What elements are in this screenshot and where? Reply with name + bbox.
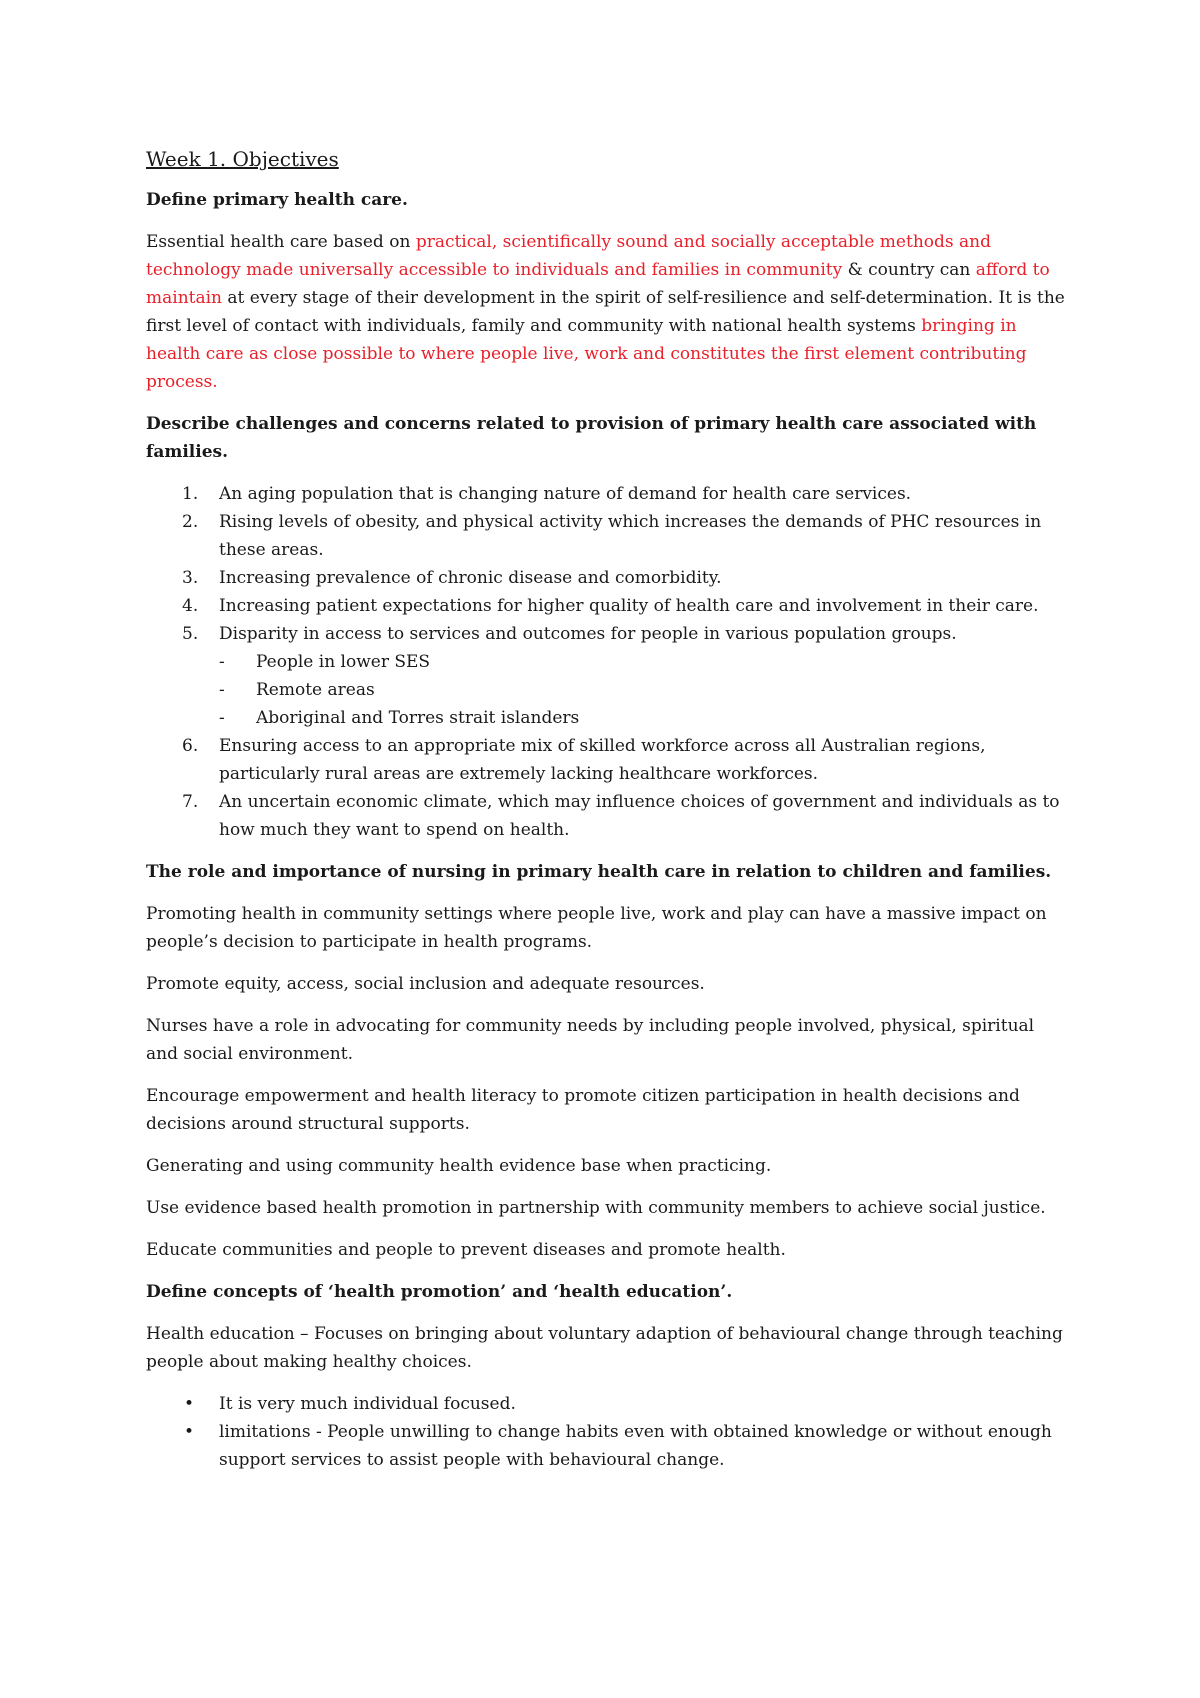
paragraph: Promoting health in community settings where people live, work and play can have a massive impact on people’s decision to participate in health programs. [146,904,1047,952]
list-number: 7. [182,792,199,812]
list-number: 1. [182,484,199,504]
paragraph: Use evidence based health promotion in partnership with community members to achieve social justice. [146,1198,1046,1218]
paragraph: Educate communities and people to prevent diseases and promote health. [146,1240,786,1260]
sublist-item-text: Remote areas [256,680,375,700]
list-number: 6. [182,736,199,756]
bullet-list [146,1390,1066,1474]
sublist-item [219,704,1066,732]
list-item-text: Rising levels of obesity, and physical activity which increases the demands of PHC resources in these areas. [219,512,1042,560]
list-item-text: Disparity in access to services and outcomes for people in various population groups. [219,624,957,644]
phc-highlight-3: bringing in health care as close possible to where people live, work and constitutes the first element contributing process. [146,316,1027,392]
sublist-item-text: Aboriginal and Torres strait islanders [256,708,580,728]
phc-text-1: Essential health care based on [146,232,416,252]
list-item-text: Increasing patient expectations for higher quality of health care and involvement in their care. [219,596,1039,616]
section-heading-health-promotion: Define concepts of ‘health promotion’ and ‘health education’. [146,1282,733,1302]
list-item [146,732,1066,788]
dash-marker: - [219,708,225,728]
sublist-item [219,648,1066,676]
sublist-item-text: People in lower SES [256,652,431,672]
sublist-item [219,676,1066,704]
list-item [146,592,1066,620]
section-heading-define-phc: Define primary health care. [146,190,408,210]
phc-highlight-1: practical, scientifically sound and socially acceptable methods and technology made universally accessible to individuals and families in community [146,232,991,280]
list-item [146,620,1066,732]
section-heading-nursing-role: The role and importance of nursing in primary health care in relation to children and families. [146,862,1052,882]
dash-marker: - [219,652,225,672]
list-item [146,788,1066,844]
paragraph: Encourage empowerment and health literacy to promote citizen participation in health decisions and decisions around structural supports. [146,1086,1020,1134]
list-item [146,480,1066,508]
list-number: 3. [182,568,199,588]
bullet-item [146,1390,1066,1418]
list-item-text: Ensuring access to an appropriate mix of skilled workforce across all Australian regions, particularly rural areas are extremely lacking healthcare workforces. [219,736,986,784]
bullet-item-text: It is very much individual focused. [219,1394,516,1414]
bullet-item-text: limitations - People unwilling to change habits even with obtained knowledge or without enough support services to assist people with behavioural change. [219,1422,1052,1470]
paragraph: Nurses have a role in advocating for community needs by including people involved, physical, spiritual and social environment. [146,1016,1035,1064]
bullet-item [146,1418,1066,1474]
list-item [146,508,1066,564]
list-number: 4. [182,596,199,616]
paragraph: Generating and using community health evidence base when practicing. [146,1156,772,1176]
list-number: 2. [182,512,199,532]
list-item-text: An uncertain economic climate, which may influence choices of government and individuals as to how much they want to spend on health. [219,792,1060,840]
phc-highlight-2: afford to maintain [146,260,1050,308]
document-page [146,140,1066,1474]
paragraph: Promote equity, access, social inclusion and adequate resources. [146,974,705,994]
list-item-text: Increasing prevalence of chronic disease and comorbidity. [219,568,722,588]
dash-marker: - [219,680,225,700]
phc-text-3: at every stage of their development in the spirit of self-resilience and self-determination. It is the first level of contact with individuals, family and community with national health systems [146,288,1065,336]
list-item [146,564,1066,592]
bullet-icon: • [184,1422,195,1442]
list-item-text: An aging population that is changing nature of demand for health care services. [219,484,912,504]
phc-definition-paragraph [146,228,1066,396]
section-heading-challenges: Describe challenges and concerns related to provision of primary health care associated with families. [146,414,1037,462]
list-number: 5. [182,624,199,644]
phc-text-2: & country can [842,260,976,280]
page-title: Week 1. Objectives [146,147,339,171]
bullet-icon: • [184,1394,195,1414]
health-education-paragraph: Health education – Focuses on bringing about voluntary adaption of behavioural change through teaching people about making healthy choices. [146,1324,1063,1372]
challenges-list [146,480,1066,844]
population-groups-sublist [219,648,1066,732]
